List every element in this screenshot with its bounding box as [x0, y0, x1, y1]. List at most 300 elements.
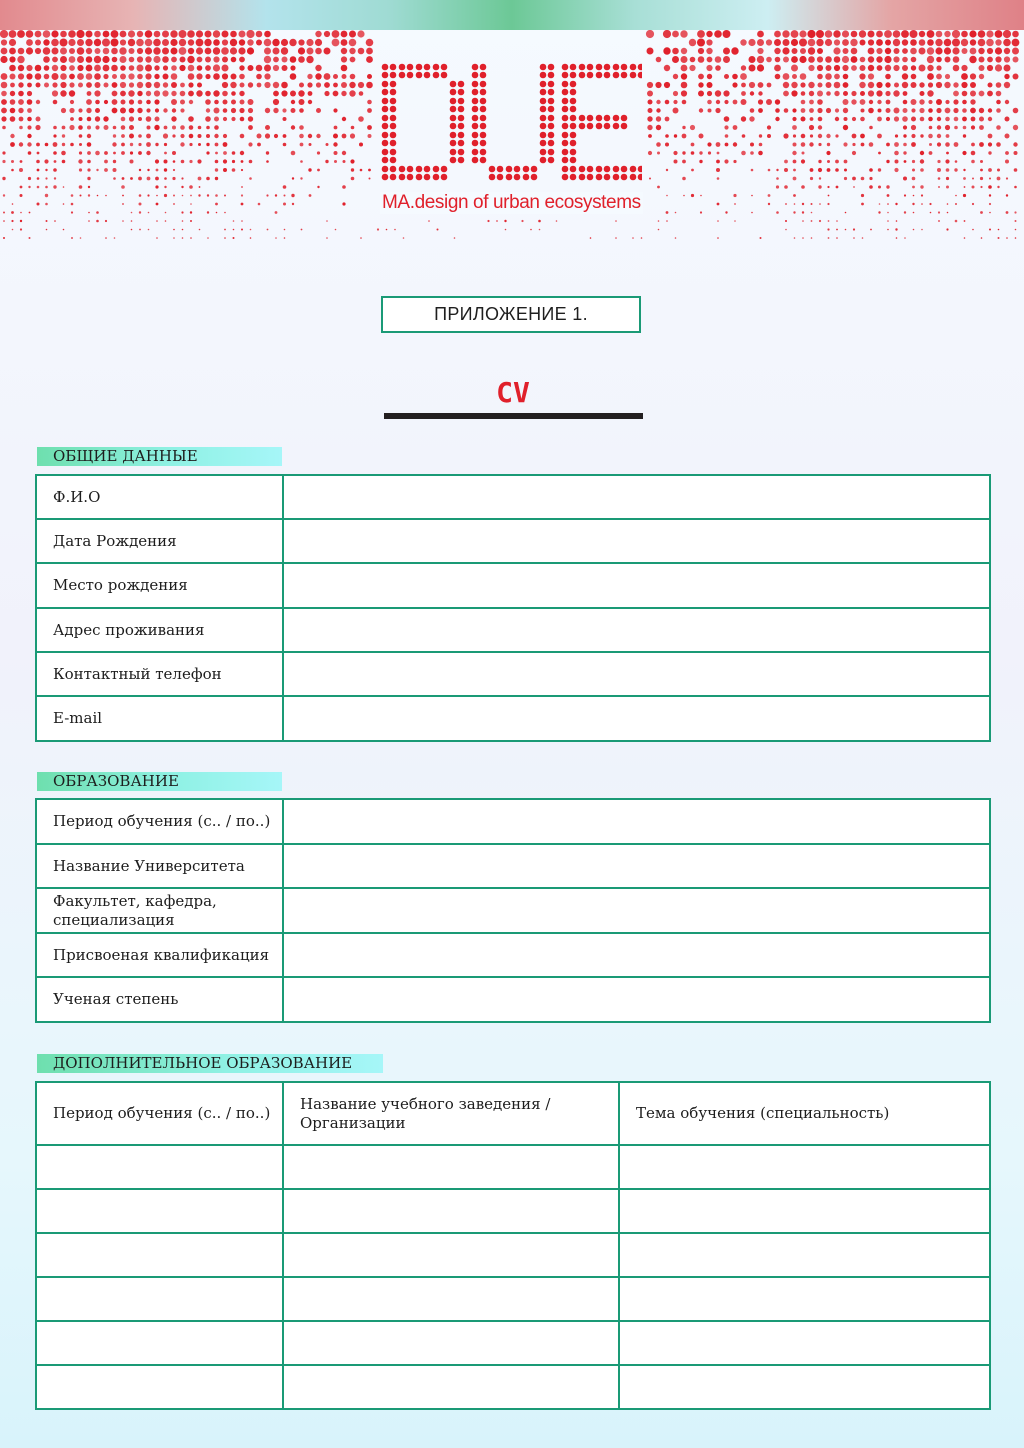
decorative-dot	[808, 65, 814, 71]
decorative-dot	[844, 169, 847, 172]
decorative-dot	[894, 142, 899, 147]
decorative-dot	[103, 116, 108, 121]
decorative-dot	[938, 177, 941, 180]
decorative-dot	[28, 177, 31, 180]
decorative-dot	[138, 100, 143, 105]
table-cell[interactable]	[36, 1321, 283, 1365]
table-cell[interactable]	[283, 1233, 619, 1277]
decorative-dot	[927, 47, 934, 54]
field-value[interactable]	[283, 608, 990, 652]
decorative-dot	[282, 108, 286, 112]
decorative-dot	[26, 73, 32, 79]
table-cell[interactable]	[283, 1189, 619, 1233]
logo-dot	[472, 157, 479, 164]
decorative-dot	[283, 143, 287, 147]
decorative-dot	[45, 203, 48, 206]
decorative-dot	[122, 203, 124, 205]
decorative-dot	[190, 220, 192, 222]
decorative-dot	[675, 212, 677, 214]
decorative-dot	[222, 73, 228, 79]
logo-dot	[450, 157, 457, 164]
logo-dot	[523, 166, 530, 173]
decorative-dot	[155, 185, 158, 188]
decorative-dot	[45, 143, 49, 147]
decorative-dot	[26, 39, 33, 46]
decorative-dot	[811, 237, 813, 239]
logo-dot	[480, 72, 487, 79]
decorative-dot	[35, 31, 42, 38]
decorative-dot	[146, 116, 152, 122]
decorative-dot	[834, 39, 840, 45]
decorative-dot	[197, 65, 203, 71]
decorative-dot	[394, 229, 396, 231]
decorative-dot	[325, 160, 328, 163]
decorative-dot	[130, 143, 133, 146]
decorative-dot	[793, 143, 797, 147]
decorative-dot	[241, 160, 244, 163]
logo-dot	[382, 149, 389, 156]
decorative-dot	[682, 160, 686, 164]
decorative-dot	[156, 220, 158, 222]
logo-dot	[390, 106, 397, 113]
decorative-dot	[205, 99, 211, 105]
table-cell[interactable]	[619, 1189, 990, 1233]
decorative-dot	[71, 203, 74, 206]
decorative-dot	[844, 160, 848, 164]
decorative-dot	[26, 65, 32, 71]
decorative-dot	[707, 100, 712, 105]
decorative-dot	[690, 57, 696, 63]
logo-dot	[390, 81, 397, 88]
decorative-dot	[809, 91, 814, 96]
decorative-dot	[791, 82, 797, 88]
decorative-dot	[164, 126, 168, 130]
decorative-dot	[264, 31, 271, 38]
decorative-dot	[163, 74, 169, 80]
logo-dot	[621, 115, 628, 122]
decorative-dot	[240, 151, 244, 155]
decorative-dot	[112, 108, 118, 114]
decorative-dot	[978, 39, 986, 47]
decorative-dot	[368, 169, 371, 172]
decorative-dot	[79, 168, 82, 171]
decorative-dot	[706, 39, 712, 45]
decorative-dot	[751, 169, 754, 172]
decorative-dot	[938, 220, 940, 222]
decorative-dot	[666, 195, 668, 197]
decorative-dot	[256, 65, 263, 72]
decorative-dot	[298, 47, 305, 54]
decorative-dot	[912, 177, 916, 181]
title-underline	[384, 413, 643, 419]
decorative-dot	[10, 108, 16, 114]
decorative-dot	[154, 90, 160, 96]
table-cell[interactable]	[283, 1321, 619, 1365]
table-cell[interactable]	[36, 1277, 283, 1321]
decorative-dot	[911, 82, 917, 88]
decorative-dot	[792, 48, 798, 54]
decorative-dot	[52, 57, 58, 63]
logo-dot	[604, 115, 611, 122]
decorative-dot	[818, 134, 822, 138]
decorative-dot	[799, 30, 806, 37]
decorative-dot	[273, 48, 280, 55]
logo-dot	[630, 174, 637, 181]
decorative-dot	[766, 39, 772, 45]
decorative-dot	[768, 169, 771, 172]
decorative-dot	[970, 99, 975, 104]
field-value[interactable]	[283, 844, 990, 888]
decorative-dot	[961, 82, 967, 88]
logo-dot	[407, 64, 414, 71]
decorative-dot	[851, 56, 858, 63]
decorative-dot	[903, 151, 906, 154]
decorative-dot	[61, 151, 66, 156]
decorative-dot	[213, 90, 219, 96]
decorative-dot	[665, 134, 669, 138]
field-value[interactable]	[283, 977, 990, 1022]
decorative-dot	[291, 151, 296, 156]
decorative-dot	[979, 108, 984, 113]
decorative-dot	[911, 65, 916, 70]
decorative-dot	[996, 125, 1001, 130]
decorative-dot	[989, 229, 991, 231]
decorative-dot	[45, 194, 48, 197]
decorative-dot	[9, 48, 16, 55]
decorative-dot	[332, 30, 340, 38]
decorative-dot	[1004, 65, 1011, 72]
decorative-dot	[137, 31, 143, 37]
decorative-dot	[360, 237, 362, 239]
decorative-dot	[128, 73, 134, 79]
decorative-dot	[428, 220, 430, 222]
section-heading-general: ОБЩИЕ ДАННЫЕ	[37, 447, 282, 466]
decorative-dot	[19, 126, 23, 130]
decorative-dot	[156, 169, 159, 172]
decorative-dot	[87, 168, 90, 171]
table-cell[interactable]	[36, 1233, 283, 1277]
decorative-dot	[1013, 108, 1019, 114]
decorative-dot	[53, 142, 58, 147]
decorative-dot	[716, 100, 720, 104]
decorative-dot	[173, 169, 175, 171]
logo-dot	[390, 64, 397, 71]
logo-dot	[596, 166, 603, 173]
decorative-dot	[341, 31, 348, 38]
decorative-dot	[197, 83, 202, 88]
table-cell[interactable]	[619, 1365, 990, 1409]
decorative-dot	[113, 152, 116, 155]
decorative-dot	[996, 108, 1001, 113]
decorative-dot	[308, 100, 312, 104]
logo-dot	[450, 149, 457, 156]
decorative-dot	[989, 203, 991, 205]
logo-dot	[390, 89, 397, 96]
logo-dot	[531, 174, 538, 181]
decorative-dot	[936, 108, 941, 113]
decorative-dot	[979, 57, 985, 63]
decorative-dot	[911, 108, 915, 112]
table-cell[interactable]	[36, 1365, 283, 1409]
logo-dot	[540, 115, 547, 122]
decorative-dot	[681, 48, 687, 54]
field-value[interactable]	[283, 696, 990, 741]
decorative-dot	[952, 47, 959, 54]
logo-dot	[458, 149, 465, 156]
decorative-dot	[333, 83, 338, 88]
decorative-dot	[256, 40, 262, 46]
decorative-dot	[94, 31, 101, 38]
logo-dot	[562, 166, 569, 173]
decorative-dot	[690, 125, 695, 130]
logo-dot	[416, 174, 423, 181]
decorative-dot	[326, 143, 329, 146]
decorative-dot	[793, 169, 796, 172]
decorative-dot	[817, 74, 823, 80]
table-cell[interactable]	[283, 1145, 619, 1189]
decorative-dot	[878, 186, 881, 189]
decorative-dot	[206, 143, 209, 146]
decorative-dot	[995, 47, 1002, 54]
decorative-dot	[876, 48, 882, 54]
decorative-dot	[962, 91, 968, 97]
decorative-dot	[386, 229, 388, 231]
decorative-dot	[62, 126, 66, 130]
decorative-dot	[945, 117, 950, 122]
decorative-dot	[749, 82, 755, 88]
field-value[interactable]	[283, 799, 990, 844]
logo-dot	[562, 72, 569, 79]
decorative-dot	[342, 74, 347, 79]
logo-dot	[570, 81, 577, 88]
decorative-dot	[216, 212, 218, 214]
decorative-dot	[342, 202, 345, 205]
decorative-dot	[205, 116, 211, 122]
decorative-dot	[129, 99, 134, 104]
decorative-dot	[929, 143, 932, 146]
decorative-dot	[130, 160, 134, 164]
decorative-dot	[749, 65, 756, 72]
decorative-dot	[656, 142, 661, 147]
field-label: Факультет, кафедра, специализация	[36, 888, 283, 933]
section-heading-additional: ДОПОЛНИТЕЛЬНОЕ ОБРАЗОВАНИЕ	[37, 1054, 383, 1073]
decorative-dot	[299, 125, 304, 130]
logo-dot	[548, 123, 555, 130]
decorative-dot	[35, 48, 41, 54]
logo-dot	[382, 81, 389, 88]
decorative-dot	[912, 160, 915, 163]
decorative-dot	[188, 116, 194, 122]
decorative-dot	[131, 212, 133, 214]
decorative-dot	[230, 39, 237, 46]
decorative-dot	[783, 39, 790, 46]
decorative-dot	[104, 100, 108, 104]
field-value[interactable]	[283, 519, 990, 563]
decorative-dot	[298, 90, 304, 96]
decorative-dot	[615, 237, 617, 239]
decorative-dot	[793, 211, 795, 213]
logo-dot	[382, 132, 389, 139]
decorative-dot	[887, 194, 890, 197]
decorative-dot	[257, 143, 261, 147]
table-cell[interactable]	[619, 1321, 990, 1365]
decorative-dot	[291, 194, 294, 197]
decorative-dot	[946, 228, 948, 230]
decorative-dot	[927, 39, 934, 46]
decorative-dot	[860, 99, 866, 105]
decorative-dot	[868, 48, 875, 55]
table-cell[interactable]	[619, 1233, 990, 1277]
decorative-dot	[707, 91, 712, 96]
decorative-dot	[884, 30, 892, 38]
decorative-dot	[283, 117, 287, 121]
decorative-dot	[350, 74, 356, 80]
decorative-dot	[163, 133, 168, 138]
decorative-dot	[86, 31, 93, 38]
logo-dot	[458, 123, 465, 130]
decorative-dot	[315, 65, 321, 71]
decorative-dot	[911, 99, 917, 105]
logo-dot	[548, 64, 555, 71]
decorative-dot	[953, 65, 960, 72]
decorative-dot	[27, 117, 32, 122]
decorative-dot	[180, 125, 185, 130]
decorative-dot	[758, 151, 763, 156]
table-cell[interactable]	[619, 1277, 990, 1321]
decorative-dot	[801, 91, 806, 96]
logo-dot	[458, 115, 465, 122]
decorative-dot	[368, 134, 372, 138]
table-cell[interactable]	[283, 1365, 619, 1409]
decorative-dot	[648, 100, 653, 105]
decorative-dot	[281, 39, 288, 46]
decorative-dot	[749, 116, 754, 121]
decorative-dot	[199, 229, 201, 231]
decorative-dot	[170, 30, 177, 37]
decorative-dot	[298, 39, 304, 45]
table-cell[interactable]	[36, 1189, 283, 1233]
table-cell[interactable]	[36, 1145, 283, 1189]
decorative-dot	[147, 169, 149, 171]
decorative-dot	[224, 229, 226, 231]
logo-dot	[424, 72, 431, 79]
decorative-dot	[700, 195, 702, 197]
logo-dot	[621, 166, 628, 173]
decorative-dot	[77, 47, 85, 55]
field-value[interactable]	[283, 563, 990, 608]
decorative-dot	[224, 195, 226, 197]
logo-dot	[548, 157, 555, 164]
decorative-dot	[196, 90, 202, 96]
decorative-dot	[44, 83, 49, 88]
decorative-dot	[112, 74, 117, 79]
decorative-dot	[801, 185, 805, 189]
decorative-dot	[792, 117, 796, 121]
decorative-dot	[52, 65, 58, 71]
logo-dot	[596, 174, 603, 181]
decorative-dot	[27, 142, 31, 146]
decorative-dot	[794, 237, 796, 239]
decorative-dot	[672, 48, 679, 55]
logo-dot	[480, 140, 487, 147]
decorative-dot	[953, 99, 958, 104]
decorative-dot	[1003, 39, 1011, 47]
logo-dot	[450, 89, 457, 96]
decorative-dot	[800, 48, 806, 54]
decorative-dot	[760, 237, 762, 239]
decorative-dot	[155, 117, 160, 122]
decorative-dot	[962, 117, 967, 122]
decorative-dot	[776, 169, 778, 171]
decorative-dot	[998, 229, 1000, 231]
decorative-dot	[324, 31, 330, 37]
decorative-dot	[309, 143, 312, 146]
decorative-dot	[187, 30, 195, 38]
decorative-dot	[103, 65, 110, 72]
logo-dot	[390, 157, 397, 164]
decorative-dot	[205, 65, 211, 71]
logo-dot	[548, 89, 555, 96]
decorative-dot	[935, 47, 942, 54]
decorative-dot	[928, 100, 932, 104]
decorative-dot	[258, 203, 261, 206]
table-row	[36, 696, 990, 741]
decorative-dot	[860, 57, 866, 63]
decorative-dot	[1015, 220, 1017, 222]
decorative-dot	[88, 212, 90, 214]
decorative-dot	[122, 220, 124, 222]
decorative-dot	[358, 82, 364, 88]
decorative-dot	[86, 48, 92, 54]
decorative-dot	[29, 212, 31, 214]
decorative-dot	[963, 194, 966, 197]
decorative-dot	[246, 30, 254, 38]
decorative-dot	[282, 65, 288, 71]
decorative-dot	[357, 30, 364, 37]
decorative-dot	[129, 125, 134, 130]
decorative-dot	[179, 47, 187, 55]
decorative-dot	[69, 48, 75, 54]
decorative-dot	[962, 108, 967, 113]
field-value[interactable]	[283, 475, 990, 519]
table-cell[interactable]	[619, 1145, 990, 1189]
field-value[interactable]	[283, 888, 990, 933]
decorative-dot	[273, 91, 279, 97]
decorative-dot	[852, 134, 857, 139]
logo-dot	[523, 174, 530, 181]
decorative-dot	[861, 143, 865, 147]
table-cell[interactable]	[283, 1277, 619, 1321]
field-value[interactable]	[283, 652, 990, 696]
decorative-dot	[556, 220, 558, 222]
decorative-dot	[181, 186, 183, 188]
logo-dot	[480, 149, 487, 156]
decorative-dot	[367, 100, 372, 105]
decorative-dot	[835, 117, 839, 121]
decorative-dot	[876, 39, 883, 46]
field-value[interactable]	[283, 933, 990, 977]
decorative-dot	[904, 194, 906, 196]
decorative-dot	[793, 194, 796, 197]
decorative-dot	[793, 177, 797, 181]
decorative-dot	[155, 159, 159, 163]
logo-dot	[613, 123, 620, 130]
decorative-dot	[215, 168, 218, 171]
decorative-dot	[138, 151, 142, 155]
decorative-dot	[265, 108, 270, 113]
decorative-dot	[689, 39, 696, 46]
decorative-dot	[733, 194, 736, 197]
